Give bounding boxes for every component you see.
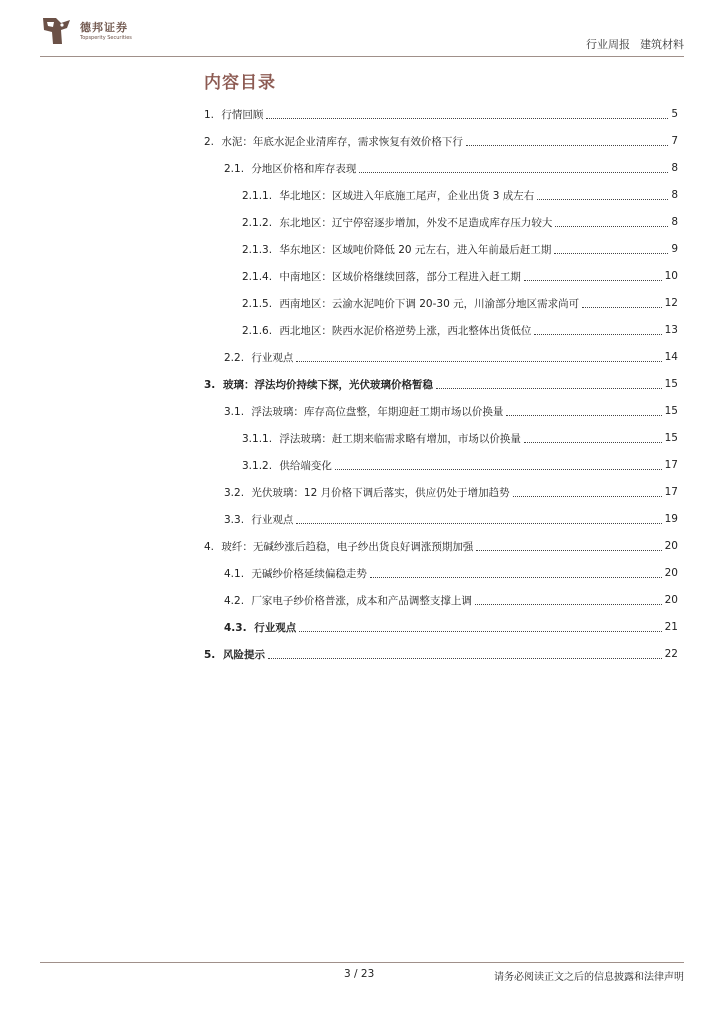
toc-entry-label (242, 431, 521, 446)
toc-entry-label (242, 323, 531, 338)
toc-entry-page: 20 (664, 567, 678, 579)
toc-entry-text: 无碱纱价格延续偏稳走势 (248, 567, 367, 580)
logo-mark-icon (40, 14, 74, 48)
toc-entry-page: 19 (664, 513, 678, 525)
toc-entry-label (204, 539, 473, 554)
toc-entry-label (224, 512, 293, 527)
toc-entry-text: 厂家电子纱价格普涨，成本和产品调整支撑上调 (248, 594, 472, 607)
report-category (586, 36, 684, 52)
toc-entry-page: 21 (664, 621, 678, 633)
toc-dot-leader (534, 334, 661, 335)
toc-dot-leader (524, 442, 662, 443)
toc-entry[interactable] (224, 617, 678, 637)
toc-dot-leader (537, 199, 668, 200)
toc-entry-text: 分地区价格和库存表现 (248, 162, 357, 175)
toc-entry-number: 3. (204, 378, 216, 391)
toc-entry-number: 3.3. (224, 513, 245, 526)
toc-entry-text: 浮法玻璃：赶工期来临需求略有增加，市场以价换量 (276, 432, 521, 445)
toc-entry-number: 5. (204, 648, 216, 661)
toc-entry-page: 12 (664, 297, 678, 309)
toc-entry-label (242, 242, 551, 257)
toc-entry[interactable] (204, 644, 678, 664)
toc-entry[interactable] (224, 563, 678, 583)
page-indicator: 3 / 23 (344, 968, 375, 980)
toc-dot-leader (266, 118, 668, 119)
toc-entry[interactable] (224, 509, 678, 529)
toc-dot-leader (436, 388, 662, 389)
toc-entry-label (242, 188, 534, 203)
toc-entry-label (224, 161, 356, 176)
toc-entry-text: 中南地区：区域价格继续回落，部分工程进入赶工期 (276, 270, 521, 283)
toc-entry[interactable] (204, 374, 678, 394)
toc-entry-label (242, 296, 579, 311)
toc-dot-leader (476, 550, 661, 551)
toc-entry-number: 2.1.2. (242, 216, 273, 229)
toc-entry-number: 4.2. (224, 594, 245, 607)
toc-entry-number: 2.1.6. (242, 324, 273, 337)
toc-entry-page: 13 (664, 324, 678, 336)
toc-dot-leader (370, 577, 662, 578)
toc-title: 内容目录 (204, 73, 276, 93)
toc-entry-page: 8 (671, 216, 678, 228)
toc-entry-number: 2.1.3. (242, 243, 273, 256)
toc-entry-label (224, 485, 510, 500)
header-divider (40, 56, 684, 57)
toc-entry-text: 光伏玻璃：12 月价格下调后落实，供应仍处于增加趋势 (248, 486, 510, 499)
toc-entry-number: 2.1.4. (242, 270, 273, 283)
toc-entry-number: 3.1. (224, 405, 245, 418)
toc-entry[interactable] (224, 401, 678, 421)
toc-entry-text: 西北地区：陕西水泥价格逆势上涨，西北整体出货低位 (276, 324, 532, 337)
toc-entry-page: 8 (671, 189, 678, 201)
toc-entry-text: 水泥：年底水泥企业清库存，需求恢复有效价格下行 (218, 135, 463, 148)
toc-entry-page: 22 (664, 648, 678, 660)
toc-entry-text: 行情回顾 (218, 108, 264, 121)
toc-entry-page: 14 (664, 351, 678, 363)
toc-entry-number: 2.1.5. (242, 297, 273, 310)
toc-entry[interactable] (204, 131, 678, 151)
toc-entry-page: 15 (664, 378, 678, 390)
toc-dot-leader (296, 361, 661, 362)
toc-entry-page: 5 (671, 108, 678, 120)
toc-entry-label (224, 593, 472, 608)
toc-dot-leader (506, 415, 661, 416)
toc-entry-page: 15 (664, 405, 678, 417)
toc-entry-label (204, 107, 263, 122)
toc-dot-leader (524, 280, 662, 281)
toc-entry[interactable] (224, 158, 678, 178)
toc-entry-label (224, 404, 503, 419)
toc-entry-label (224, 620, 296, 635)
industry-name: 建筑材料 (640, 38, 684, 51)
toc-entry-text: 华北地区：区域进入年底施工尾声，企业出货 3 成左右 (276, 189, 535, 202)
toc-entry-page: 10 (664, 270, 678, 282)
toc-entry-page: 20 (664, 594, 678, 606)
toc-entry-page: 9 (671, 243, 678, 255)
toc-entry-text: 行业观点 (250, 621, 297, 634)
toc-entry-text: 行业观点 (248, 513, 294, 526)
toc-entry-text: 风险提示 (219, 648, 265, 661)
toc-dot-leader (554, 253, 668, 254)
toc-entry-number: 2.1. (224, 162, 245, 175)
brand-name-en: Topsperity Securities (80, 35, 132, 41)
toc-dot-leader (513, 496, 662, 497)
toc-entry-label (204, 377, 433, 392)
toc-entry-label (224, 566, 367, 581)
toc-entry[interactable] (224, 590, 678, 610)
toc-entry-text: 玻纤：无碱纱涨后趋稳，电子纱出货良好调涨预期加强 (218, 540, 474, 553)
toc-entry-page: 7 (671, 135, 678, 147)
toc-entry[interactable] (242, 293, 678, 313)
toc-entry-label (204, 134, 463, 149)
toc-entry[interactable] (242, 266, 678, 286)
toc-entry-number: 3.1.2. (242, 459, 273, 472)
toc-dot-leader (466, 145, 668, 146)
toc-entry[interactable] (242, 239, 678, 259)
toc-entry[interactable] (204, 104, 678, 124)
toc-entry-page: 17 (664, 486, 678, 498)
toc-entry[interactable] (242, 428, 678, 448)
toc-entry-number: 2.1.1. (242, 189, 273, 202)
toc-entry-label (242, 269, 521, 284)
toc-entry-label (242, 458, 332, 473)
toc-entry[interactable] (242, 212, 678, 232)
toc-entry-text: 供给端变化 (276, 459, 332, 472)
toc-entry[interactable] (204, 536, 678, 556)
toc-entry[interactable] (224, 347, 678, 367)
toc-entry-page: 20 (664, 540, 678, 552)
toc-entry-text: 华东地区：区域吨价降低 20 元左右，进入年前最后赶工期 (276, 243, 552, 256)
toc-entry-number: 1. (204, 108, 215, 121)
toc-entry-number: 3.1.1. (242, 432, 273, 445)
toc-entry-page: 15 (664, 432, 678, 444)
toc-entry[interactable] (242, 320, 678, 340)
toc-entry-text: 西南地区：云渝水泥吨价下调 20-30 元，川渝部分地区需求尚可 (276, 297, 580, 310)
toc-dot-leader (335, 469, 662, 470)
toc-entry-number: 4.3. (224, 621, 247, 634)
toc-entry-number: 3.2. (224, 486, 245, 499)
toc-dot-leader (555, 226, 668, 227)
toc-dot-leader (299, 631, 661, 632)
toc-entry-text: 浮法玻璃：库存高位盘整，年期迎赶工期市场以价换量 (248, 405, 504, 418)
toc-entry-number: 4. (204, 540, 215, 553)
toc-entry-number: 2. (204, 135, 215, 148)
toc-entry-label (224, 350, 293, 365)
report-type: 行业周报 (586, 38, 630, 51)
brand-name-cn: 德邦证券 (80, 21, 128, 34)
toc-entry-label (242, 215, 552, 230)
disclaimer-note: 请务必阅读正文之后的信息披露和法律声明 (494, 972, 684, 983)
toc-dot-leader (296, 523, 661, 524)
toc-entry-text: 东北地区：辽宁停窑逐步增加，外发不足造成库存压力较大 (276, 216, 553, 229)
toc-entry-page: 8 (671, 162, 678, 174)
toc-dot-leader (268, 658, 662, 659)
toc-dot-leader (359, 172, 668, 173)
company-logo (40, 14, 160, 50)
toc-dot-leader (582, 307, 662, 308)
toc-entry-text: 行业观点 (248, 351, 294, 364)
footer-divider (40, 962, 684, 963)
toc-entry[interactable] (242, 185, 678, 205)
toc-entry-label (204, 647, 265, 662)
toc-entry-number: 2.2. (224, 351, 245, 364)
toc-dot-leader (475, 604, 662, 605)
toc-entry-page: 17 (664, 459, 678, 471)
toc-entry[interactable] (242, 455, 678, 475)
toc-entry-number: 4.1. (224, 567, 245, 580)
toc-entry-text: 玻璃：浮法均价持续下探，光伏玻璃价格暂稳 (219, 378, 433, 391)
toc-entry[interactable] (224, 482, 678, 502)
